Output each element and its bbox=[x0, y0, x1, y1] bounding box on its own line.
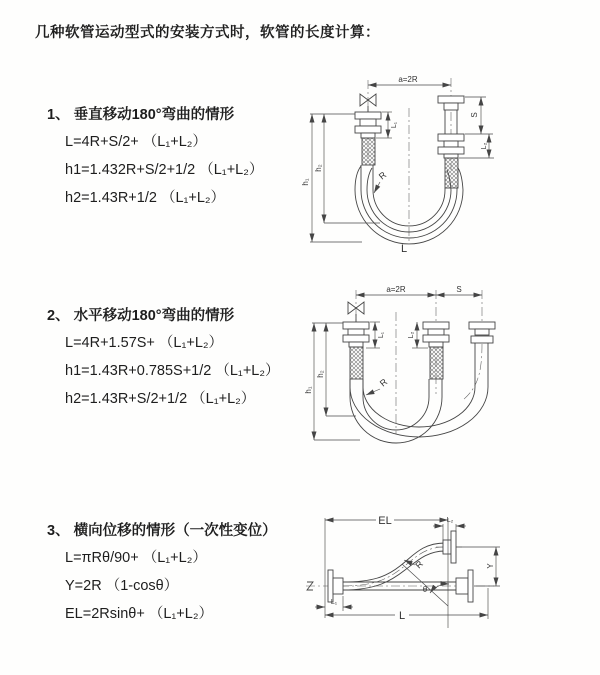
radius-label: R bbox=[377, 376, 390, 389]
formula-line: h1=1.432R+S/2+1/2 （L₁+L₂） bbox=[65, 162, 264, 178]
braided-hose-section bbox=[350, 347, 363, 379]
section-2-title: 水平移动180°弯曲的情形 bbox=[73, 308, 235, 324]
section-3-heading bbox=[47, 519, 312, 540]
dim-label-h1: h₁ bbox=[301, 178, 310, 186]
formula-line: h2=1.43R+1/2 （L₁+L₂） bbox=[65, 190, 226, 206]
dim-label-l2: L₂ bbox=[481, 142, 488, 150]
hose-fitting-middle bbox=[423, 322, 449, 379]
dim-label-l1: L₁ bbox=[391, 121, 398, 129]
formula-line: L=4R+1.57S+ （L₁+L₂） bbox=[65, 335, 224, 351]
construction-lines bbox=[402, 518, 449, 628]
formula-line: L=πRθ/90+ （L₁+L₂） bbox=[65, 550, 207, 566]
dimension-lines bbox=[304, 285, 482, 440]
diagram-horizontal-180-bend bbox=[300, 282, 595, 460]
hose-fitting-right bbox=[469, 322, 495, 343]
dim-label-l2: L₂ bbox=[408, 331, 415, 339]
radius-label: R bbox=[413, 558, 426, 571]
hose-fitting-right bbox=[438, 96, 464, 188]
angle-label: θ bbox=[422, 585, 428, 594]
hose-fitting-left bbox=[343, 322, 369, 379]
section-1-heading bbox=[47, 103, 312, 124]
section-1 bbox=[47, 103, 312, 212]
flange-displaced bbox=[443, 531, 456, 563]
formula-line: L=4R+S/2+ （L₁+L₂） bbox=[65, 134, 207, 150]
section-2-number: 2、 bbox=[47, 308, 70, 324]
dim-label-h2: h₂ bbox=[316, 370, 325, 378]
hose-displaced-position bbox=[343, 543, 445, 590]
section-3-number: 3、 bbox=[47, 523, 70, 539]
dim-label-s: S bbox=[456, 285, 462, 294]
dim-label-h2: h₂ bbox=[314, 164, 323, 172]
dim-label-l2: L₂ bbox=[446, 517, 454, 524]
flange-left bbox=[328, 570, 343, 602]
diagram-lateral-displacement bbox=[298, 500, 598, 645]
formula-line: Y=2R （1-cosθ） bbox=[65, 578, 179, 594]
formula-line: h2=1.43R+S/2+1/2 （L₁+L₂） bbox=[65, 391, 256, 407]
radius-label: R bbox=[376, 169, 389, 182]
dim-label-a2r: a=2R bbox=[386, 285, 406, 294]
centerlines bbox=[356, 290, 482, 434]
braided-hose-section bbox=[430, 347, 443, 379]
diagram-vertical-180-bend bbox=[300, 70, 595, 265]
section-3-title: 横向位移的情形（一次性变位） bbox=[73, 523, 277, 539]
dim-label-l1: L₁ bbox=[378, 331, 385, 339]
section-2-heading bbox=[47, 304, 312, 325]
braided-hose-section bbox=[362, 138, 375, 165]
length-label: L bbox=[401, 243, 408, 255]
formula-line: EL=2Rsinθ+ （L₁+L₂） bbox=[65, 606, 213, 622]
page-title: 几种软管运动型式的安装方式时，软管的长度计算： bbox=[35, 25, 380, 41]
dim-label-l: L bbox=[398, 610, 406, 622]
dim-label-a2r: a=2R bbox=[398, 75, 418, 84]
braided-hose-section bbox=[445, 158, 458, 188]
dim-label-y: Y bbox=[486, 563, 495, 569]
section-2 bbox=[47, 304, 312, 413]
formula-line: h1=1.43R+0.785S+1/2 （L₁+L₂） bbox=[65, 363, 280, 379]
section-1-title: 垂直移动180°弯曲的情形 bbox=[73, 107, 235, 123]
section-3 bbox=[47, 519, 312, 628]
flange-right-original bbox=[456, 570, 473, 602]
dim-label-l1: L₁ bbox=[330, 599, 338, 606]
dim-label-s: S bbox=[470, 112, 479, 118]
section-1-number: 1、 bbox=[47, 107, 70, 123]
hose-fitting-left bbox=[355, 112, 381, 165]
dim-label-h1: h₁ bbox=[304, 386, 313, 394]
dimension-lines bbox=[301, 75, 494, 255]
dim-label-el: EL bbox=[378, 515, 392, 527]
